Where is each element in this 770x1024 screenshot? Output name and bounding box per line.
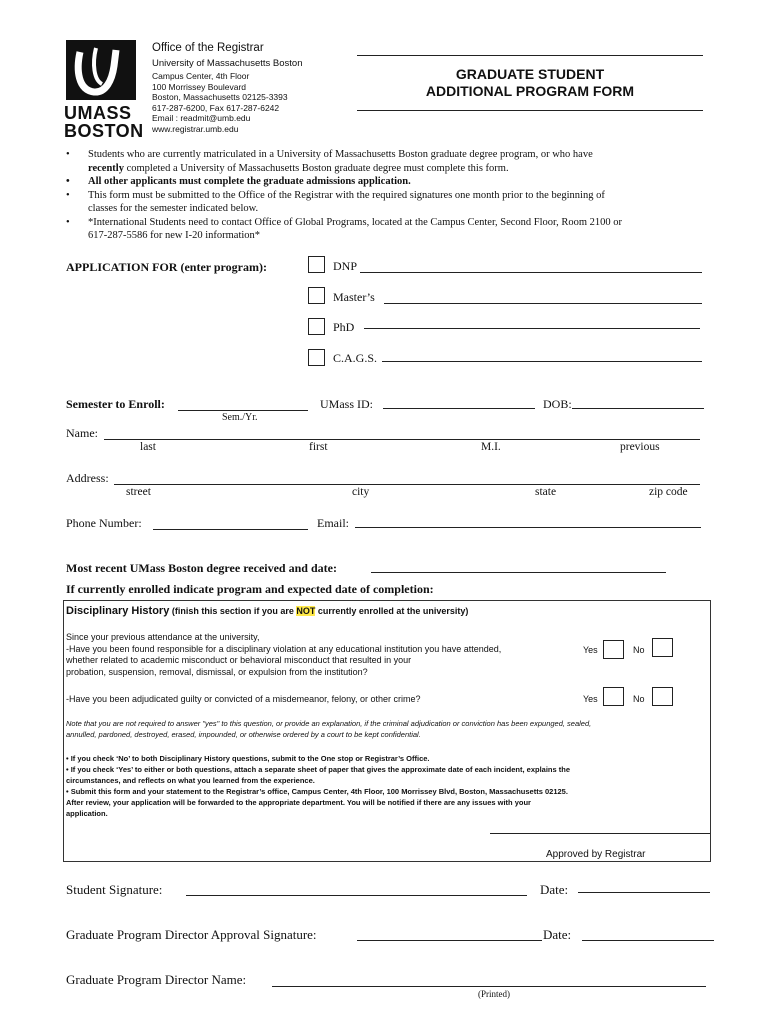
name-previous-caption: previous	[620, 441, 660, 453]
q2-yes-label: Yes	[583, 694, 598, 704]
address-zip-caption: zip code	[649, 486, 688, 498]
email-label: Email:	[317, 516, 349, 530]
q2-yes-checkbox[interactable]	[603, 687, 624, 706]
address-city-caption: city	[352, 486, 370, 498]
registrar-approval-line[interactable]	[490, 833, 710, 834]
q1-yes-label: Yes	[583, 645, 598, 655]
dnp-label: DNP	[333, 259, 358, 273]
bullet-item: • *International Students need to contact Office of Global Programs, located at the Campus Center, Second Floor, Room 2100 or 617-287-5586 for new I-20 information*	[66, 216, 623, 241]
disciplinary-question-2: -Have you been adjudicated guilty or convicted of a misdemeanor, felony, or other crime?	[66, 694, 421, 704]
address-line: Campus Center, 4th Floor	[152, 71, 250, 81]
dnp-program-line[interactable]	[360, 272, 702, 273]
degree-label: Most recent UMass Boston degree received and date:	[66, 561, 337, 575]
director-name-label: Graduate Program Director Name:	[66, 972, 247, 987]
form-title	[357, 66, 703, 100]
phone-label: Phone Number:	[66, 516, 142, 530]
logo-emblem-icon	[66, 40, 136, 100]
director-date-line[interactable]	[582, 940, 714, 941]
name-first-caption: first	[309, 441, 328, 453]
address-label: Address:	[66, 471, 109, 485]
address-line: Boston, Massachusetts 02125-3393	[152, 92, 288, 102]
dnp-checkbox[interactable]	[308, 256, 325, 273]
name-last-caption: last	[140, 441, 156, 453]
address-input-line[interactable]	[114, 484, 700, 485]
q1-no-label: No	[633, 645, 645, 655]
disciplinary-heading-title: Disciplinary History	[66, 605, 170, 617]
cags-program-line[interactable]	[382, 361, 702, 362]
director-date-label: Date:	[543, 927, 572, 942]
form-title-line1: GRADUATE STUDENT	[455, 66, 605, 82]
application-for-label: APPLICATION FOR (enter program):	[66, 260, 267, 274]
director-name-line[interactable]	[272, 986, 706, 987]
approved-by-registrar: Approved by Registrar	[546, 849, 646, 860]
cags-label: C.A.G.S.	[333, 351, 378, 365]
enrolled-label: If currently enrolled indicate program and expected date of completion:	[66, 582, 434, 596]
submission-instructions: • If you check ‘No’ to both Disciplinary History questions, submit to the One stop or Registrar’s Office. • If you check ‘Yes’ to either or both questions, attach a separate sheet of paper that gives the approximate date of each incident, explains the circumstances, and reflects on what you learned from the experience. • Submit this form and your statement to the Registrar’s office, Campus Center, 4th Floor, 100 Morrissey Blvd, Boston, Massachusetts 02125. After review, your application will be forwarded to the appropriate department. You will be notified if there are any issues with your application.	[66, 754, 571, 818]
masters-label: Master’s	[333, 290, 375, 304]
email-input-line[interactable]	[355, 527, 701, 528]
name-mi-caption: M.I.	[481, 441, 501, 453]
disciplinary-heading-note-pre: (finish this section if you are	[169, 606, 297, 616]
semester-label: Semester to Enroll:	[66, 397, 165, 411]
cags-checkbox[interactable]	[308, 349, 325, 366]
form-title-line2: ADDITIONAL PROGRAM FORM	[425, 83, 635, 99]
printed-caption: (Printed)	[478, 989, 510, 999]
address-line: 100 Morrissey Boulevard	[152, 81, 247, 92]
name-input-line[interactable]	[104, 439, 700, 440]
title-bottom-rule	[357, 110, 703, 111]
student-date-label: Date:	[540, 882, 569, 897]
dob-label: DOB:	[543, 397, 572, 411]
director-signature-label: Graduate Program Director Approval Signature:	[66, 927, 317, 942]
q2-no-label: No	[633, 694, 645, 704]
address-block	[152, 71, 288, 134]
degree-input-line[interactable]	[371, 572, 666, 573]
title-top-rule	[357, 55, 703, 56]
q1-no-checkbox[interactable]	[652, 638, 673, 657]
bullet-item: • Students who are currently matriculated in a University of Massachusetts Boston graduate degree program, or who have recently completed a University of Massachusetts Boston graduate degree must complete this form.	[66, 149, 593, 174]
address-state-caption: state	[535, 486, 557, 498]
phone-input-line[interactable]	[153, 529, 308, 530]
email-line: Email : readmit@umb.edu	[152, 113, 251, 123]
name-label: Name:	[66, 426, 98, 440]
q2-no-checkbox[interactable]	[652, 687, 673, 706]
address-street-caption: street	[126, 486, 151, 498]
student-signature-label: Student Signature:	[66, 882, 163, 897]
umass-id-input-line[interactable]	[383, 408, 535, 409]
disciplinary-heading-note-post: currently enrolled at the university)	[315, 606, 469, 616]
logo-name-line1: UMASS	[64, 103, 132, 123]
phd-label: PhD	[333, 320, 355, 334]
office-name: Office of the Registrar	[152, 42, 264, 54]
confidentiality-note: Note that you are not required to answer "yes" to this question, or provide an explanation, if the criminal adjudication or conviction has been expunged, sealed, annulled, pardoned, destroyed, erased, impounded, or otherwise ordered by a court to be kept confidential.	[66, 719, 592, 739]
director-signature-line[interactable]	[357, 940, 542, 941]
student-date-line[interactable]	[578, 892, 710, 893]
bullet-item: • This form must be submitted to the Office of the Registrar with the required signatures one month prior to the beginning of classes for the semester indicated below.	[66, 189, 605, 214]
bullet-item: • All other applicants must complete the graduate admissions application.	[66, 176, 411, 187]
disciplinary-heading	[66, 605, 468, 617]
masters-checkbox[interactable]	[308, 287, 325, 304]
university-name: University of Massachusetts Boston	[152, 58, 303, 69]
instruction-bullets	[66, 148, 716, 243]
disciplinary-not-highlight: NOT	[296, 606, 316, 616]
umass-boston-logo	[64, 40, 144, 141]
dob-input-line[interactable]	[572, 408, 704, 409]
website-line: www.registrar.umb.edu	[152, 123, 239, 134]
semester-sub-label: Sem./Yr.	[222, 412, 258, 423]
student-signature-line[interactable]	[186, 895, 527, 896]
phd-checkbox[interactable]	[308, 318, 325, 335]
disciplinary-question-1: Since your previous attendance at the university, -Have you been found responsible for a disciplinary violation at any educational institution you have attended, whether related to academic misconduct or behavioral misconduct that resulted in your probation, suspension, removal, dismissal, or expulsion from the institution?	[66, 632, 502, 677]
masters-program-line[interactable]	[384, 303, 702, 304]
semester-input-line[interactable]	[178, 410, 308, 411]
logo-name-line2: BOSTON	[64, 121, 144, 141]
umass-id-label: UMass ID:	[320, 397, 373, 411]
address-line: 617-287-6200, Fax 617-287-6242	[152, 102, 280, 113]
phd-program-line[interactable]	[364, 328, 700, 329]
q1-yes-checkbox[interactable]	[603, 640, 624, 659]
